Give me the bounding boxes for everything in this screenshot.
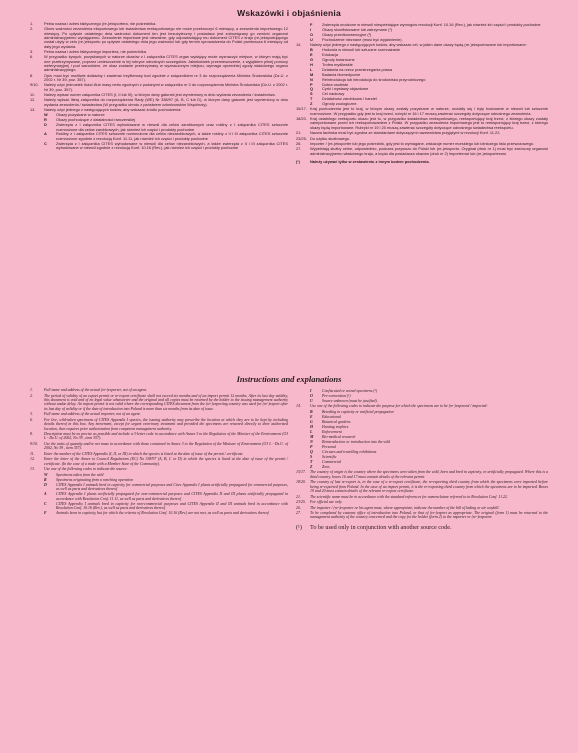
item-text: For official use only. — [310, 500, 343, 505]
code-text: Breeding in captivity or artificial propagation — [322, 409, 394, 414]
item-text: Należy użyć jednego z następujących kodów, aby wskazać źródło pochodzenia: — [44, 107, 182, 113]
code-letter: T — [310, 459, 313, 464]
instruction-item — [30, 27, 288, 48]
source-code — [44, 492, 288, 501]
item-text: Należy wpisać numer załącznika CITES (I, II lub III), w którym dany gatunek jest wymieniony w dniu wydania zezwolenia / świadectwa. — [44, 92, 276, 98]
code-letter: S — [310, 454, 313, 459]
source-code — [44, 132, 288, 141]
source-code — [44, 502, 288, 511]
code-letter: W — [44, 112, 48, 118]
code-letter: N — [310, 439, 313, 444]
purpose-code — [310, 430, 548, 434]
code-text: Scientific — [322, 454, 337, 459]
instruction-item — [30, 412, 288, 416]
polish-right-column — [296, 22, 548, 164]
item-number: 9/10. — [30, 441, 38, 446]
item-number: 6. — [30, 54, 34, 60]
code-text: Cel naukowy — [322, 91, 345, 97]
item-number: 13. — [30, 467, 35, 472]
english-left-column — [30, 388, 288, 516]
code-text: Zwierzęta z I załącznika CITES wyhodowane w niewoli dla celów zarobkowych oraz rośliny z I załącznika CITES sztucznie rozmnożone dla celów zarobkowych, jak również ich części i produkty pochodne — [56, 122, 288, 132]
instruction-item — [296, 500, 548, 504]
item-number: 2. — [30, 26, 34, 32]
instruction-item — [30, 452, 288, 456]
instruction-item — [30, 418, 288, 431]
code-text: Badania biomedyczne — [322, 71, 361, 77]
code-letter: G — [310, 419, 313, 424]
item-number: 8. — [30, 72, 34, 78]
item-number: 23/25. — [296, 135, 307, 141]
instruction-item — [30, 457, 288, 466]
source-code-list — [310, 23, 548, 42]
code-letter: F — [44, 510, 47, 515]
code-text: Edukacja — [322, 52, 339, 58]
item-number: 11. — [30, 92, 36, 98]
code-letter: P — [310, 444, 313, 449]
instruction-item — [30, 74, 288, 83]
instruction-item — [296, 131, 548, 135]
footnote — [296, 160, 548, 164]
code-letter: C — [44, 501, 47, 506]
code-text: Działania na rzecz przestrzegania prawa — [322, 66, 393, 72]
code-letter: R — [44, 477, 47, 482]
item-number: 1. — [30, 21, 34, 26]
source-code — [44, 142, 288, 151]
source-code-list — [44, 113, 288, 150]
instruction-item — [296, 107, 548, 116]
code-letter: G — [310, 57, 314, 63]
code-text: Cyrki i wystawy objazdowe — [322, 86, 369, 92]
item-number: 9/10. — [30, 82, 39, 88]
item-text: Okres ważności zezwolenia eksportowego lub świadectwa reeksportowego nie może przekroczyć 6 miesięcy, a zezwolenia importowego 12 miesięcy. Po upływie ostatniego dnia ważności dokument ten jest bezużyteczny i posiadacz jest zobowiązany go zwrócić organowi administracyjnemu wydającemu. Zezwolenie importowe jest nieważne, gdy odpowiadający mu dokument CITES z kraju (re-)eksportującego został użyty w celu (re-)eksportu po upływie ostatniego dnia jego ważności lub gdy termin sprowadzenia do Polski przekracza 6 miesięcy od daty jego wydania. — [44, 26, 288, 49]
footnote-mark: (¹) — [296, 158, 300, 164]
code-letter: T — [310, 96, 313, 102]
instruction-item — [296, 470, 548, 479]
item-number: 8. — [30, 432, 33, 437]
item-text: Enter the letter of the Annex to Council Regulations (EC) No 338/97 (A, B, C or D) in which the species is listed at the date of issue of the permit / certificate. (In the case of a trade with a Member State of the Community). — [44, 457, 288, 466]
english-title: Instructions and explanations — [236, 374, 342, 384]
code-letter: A — [44, 131, 47, 137]
purpose-code — [310, 420, 548, 424]
item-number: 14. — [296, 41, 302, 47]
item-number: 15/17. — [296, 106, 307, 112]
footnote-text: Należy używać tylko w zestawieniu z innym kodem pochodzenia. — [310, 158, 430, 164]
polish-title: Wskazówki i objaśnienia — [237, 8, 341, 18]
item-text: The country of origin is the country where the specimens were taken from the wild, born and bred in captivity, or artificially propagated. Where this is a third country, boxes 16 and 17 must contain details of the relevant permit. — [310, 470, 548, 479]
code-letter: I — [310, 389, 312, 393]
item-text: Do użytku służbowego. — [310, 135, 351, 141]
code-text: Specimens taken from the wild — [56, 472, 104, 477]
purpose-code — [310, 410, 548, 414]
source-code — [44, 483, 288, 492]
code-text: Specimens originating from a ranching operation — [56, 477, 134, 482]
code-letter: S — [310, 91, 313, 97]
item-number: 6. — [30, 417, 33, 422]
footnote-text: To be used only in conjunction with another source code. — [310, 523, 452, 531]
code-text: Trofea myśliwskie — [322, 62, 353, 68]
code-text: CITES Appendix I animals bred in captivity for commercial purposes and Cites Appendix I plants artificially propagated for commercial purposes, as well as parts and derivatives thereof — [56, 482, 288, 492]
code-text: Botanical gardens — [322, 419, 351, 424]
code-letter: M — [310, 434, 314, 439]
instruction-item — [30, 388, 288, 392]
instruction-item — [296, 117, 548, 130]
instruction-item — [30, 394, 288, 412]
source-code — [44, 511, 288, 515]
code-letter: W — [44, 472, 48, 477]
code-text: Enforcement — [322, 429, 342, 434]
item-number: 3. — [30, 412, 33, 417]
item-text: Należy wpisać literę załącznika do rozporządzenia Rady (WE) Nr 338/97 (A, B, C lub D), w którym dany gatunek jest wymieniony w dniu wydania zezwolenia / świadectwa (W przypadku obrotu z państwem członkowskim Wspólnoty). — [44, 97, 288, 107]
code-text: Reintrodukcja lub introdukcja do środowiska przyrodniczego — [322, 76, 426, 82]
code-text: Zoos — [322, 464, 330, 469]
item-text: For live, wild-taken specimens of CITES Appendix I species, the issuing authority may prescribe the location at which they are to be kept by including details thereof in this box. Any movement, except for urgent veterinary treatment and provided the specimens are returned directly to their authorized location, then requires prior authorization from competent management authority. — [44, 417, 288, 431]
code-text: Hunting trophies — [322, 424, 349, 429]
item-text: The scientific name must be in accordance with the standard references for nomenclature referred to in Resolution Conf. 11.22. — [310, 494, 508, 499]
item-number: 12. — [30, 97, 36, 103]
purpose-code — [310, 445, 548, 449]
item-number: 3. — [30, 48, 34, 54]
source-code — [310, 389, 548, 393]
code-text: Pochodzenie nieznane (musi być wyjaśnienie). — [322, 36, 403, 42]
source-code-list — [310, 389, 548, 403]
code-letter: H — [310, 424, 314, 429]
code-letter: E — [310, 52, 313, 58]
item-text: Należy użyć jednego z następujących kodów, aby wskazać cel, w jakim dane okazy będą (re-)eksportowane lub importowane: — [310, 41, 527, 47]
code-letter: B — [310, 47, 313, 53]
item-number: 27. — [296, 146, 302, 152]
item-number: 14. — [296, 404, 301, 409]
code-text: CITES Appendix I plants artificially propagated for non-commercial purposes and CITES Appendix II and III plants artificially propagated in accordance with Resolution Conf. 11.11, as well as parts and derivatives thereof — [56, 492, 288, 501]
instruction-item — [296, 495, 548, 499]
item-number: 23/25. — [296, 500, 306, 505]
code-letter: M — [310, 71, 314, 77]
footnote — [296, 524, 548, 532]
code-text: Dobra osobiste — [322, 81, 349, 87]
code-text: Działalność zarobkowa / handel — [322, 96, 377, 102]
instruction-item — [296, 480, 548, 493]
code-letter: Z — [310, 464, 313, 469]
code-text: Rośliny z I załącznika CITES sztucznie rozmnożone dla celów niezarobkowych, a także rośliny z II i III załącznika CITES sztucznie rozmnożone zgodnie z rezolucją Konf. 11.11, jak również ich części i produkty pochodne — [56, 131, 288, 141]
item-number: 27. — [296, 511, 301, 516]
instruction-item — [30, 467, 288, 471]
source-code-list — [44, 473, 288, 516]
code-letter: O — [310, 394, 313, 398]
code-letter: N — [310, 76, 313, 82]
code-letter: B — [310, 409, 313, 414]
item-text: Kraj ostatniego reeksportu okazu jest to, w przypadku świadectwa reeksportowego, reeksportujący kraj trzeci, z którego okazy zostały zaimportowane przed ich reeksportowaniem z Polski. W przypadku zezwolenia importowego jest to reeksportujący kraj trzeci, z którego okazy będą importowane. Rubryki nr 19 i 20 muszą zawierać szczegóły dotyczące odnośnego świadectwa reeksportu. — [310, 116, 548, 130]
item-text: Full name and address of the actual importer, not of an agent. — [44, 412, 141, 417]
code-text: Pre-convention (¹) — [322, 394, 351, 398]
item-text: Należy użyć jednostek ilości i/lub masy netto zgodnych z podanymi w załączniku nr 3 do rozporządzenia Ministra Środowiska (Dz.U. z 2002 r. Nr 39, poz. 357). — [44, 82, 288, 92]
code-letter: Q — [310, 86, 314, 92]
item-number: 21. — [296, 130, 302, 136]
purpose-code — [310, 48, 548, 52]
code-text: Okazy skonfiskowane lub zatrzymane (¹) — [322, 26, 393, 32]
code-text: Personal — [322, 444, 337, 449]
code-text: Hodowla w niewoli lub sztuczne rozmnażanie — [322, 47, 401, 53]
item-text: To be completed by customs office of introduction into Poland, or that of (re-)export as appropriate. The original (form 1) must be returned to the management authority of the country concerned and the copy for the holder (form 2) to the importer or (re-)exporter. — [310, 511, 548, 520]
item-text: Nazwa łacińska musi być zgodna ze standardami dotyczącymi nazewnictwa przyjętymi w rezolucji Konf. 11.22. — [310, 130, 501, 136]
purpose-code — [310, 87, 548, 91]
code-text: Bio-medical research — [322, 434, 356, 439]
purpose-code-list — [310, 48, 548, 106]
purpose-code — [310, 435, 548, 439]
item-text: The period of validity of an export permit or re-export certificate shall not exceed six months and of an import permit 12 months. After its last day validity, this document is void and of no legal value whatsoever and the original and all copies must be returned by the holder to the issuing management authority without undue delay. An import permit is not valid where the corresponding CITES document from the (re-)exporting country was used for (re-)export after its last day of validity or if the date of introduction into Poland is more than six months from its date of issue. — [44, 393, 288, 411]
code-text: Okazy pochodzące z działalności ranczerskiej — [56, 117, 136, 123]
code-letter: U — [310, 399, 313, 403]
item-number: 21. — [296, 494, 301, 499]
code-text: Zwierzęta urodzone w niewoli niespełniające wymogów rezolucji Konf. 10.16 (Rev.), jak również ich części i produkty pochodne — [322, 22, 541, 27]
polish-left-column — [30, 22, 288, 151]
code-letter: H — [310, 62, 313, 68]
source-code — [310, 394, 548, 398]
purpose-code-list — [310, 410, 548, 469]
code-text: Okazy pozyskane w naturze — [56, 112, 105, 118]
item-number: 15/17. — [296, 470, 306, 475]
instruction-item — [296, 404, 548, 408]
instruction-item — [30, 98, 288, 107]
code-letter: C — [44, 140, 47, 146]
code-text: Okazy przedkonwencyjne (¹) — [322, 31, 372, 37]
item-number: 12. — [30, 457, 35, 462]
purpose-code — [310, 465, 548, 469]
code-text: Reintroduction or introduction into the wild — [322, 439, 391, 444]
item-text: Full name and address of the actual (re-)exporter, not of an agent. — [44, 388, 148, 392]
code-text: Zwierzęta z I załącznika CITES wyhodowane w niewoli dla celów niezarobkowych, a także zwierzęta z II i III załącznika CITES wyhodowane w niewoli zgodnie z rezolucją Konf. 10.16 (Rev.), jak również ich części i produkty pochodne — [56, 140, 288, 150]
code-letter: P — [310, 81, 313, 87]
code-letter: L — [310, 429, 313, 434]
purpose-code — [310, 455, 548, 459]
item-text: Use one of the following codes to indicate the source: — [44, 467, 128, 472]
code-letter: D — [44, 122, 47, 128]
item-text: Wypełniają służby celne, odpowiednio, podczas przywozu do Polski lub (re-)eksportu. Oryginał (druk nr 1) musi być zwrócony organowi administracyjnemu właściwego kraju, a kopia dla posiadacza okazów (druk nr 2) importerowi lub (re-)eksporterowi. — [310, 146, 548, 156]
code-letter: L — [310, 66, 313, 72]
code-letter: D — [44, 482, 47, 487]
item-text: Kraj pochodzenia jest to kraj, w którym okazy zostały pozyskane w naturze, urodziły się i były hodowane w niewoli lub sztucznie rozmnożone. W przypadku gdy jest to kraj trzeci, rubryki nr 16 i 17 muszą zawierać szczegóły dotyczące odnośnego zezwolenia. — [310, 106, 548, 116]
instruction-item — [30, 432, 288, 441]
instruction-item — [296, 511, 548, 520]
purpose-code — [310, 440, 548, 444]
item-text: Opis musi być możliwie dokładny i zawierać trzyliterowy kod zgodnie z załącznikiem nr 3 do rozporządzenia Ministra Środowiska (Dz.U. z 2002 r. Nr 39, poz. 357). — [44, 72, 288, 82]
item-number: 18/20. — [296, 116, 307, 122]
code-text: Commercial — [322, 459, 342, 464]
code-text: CITES Appendix I animals bred in captivity for non-commercial purposes and CITES Appendix II and III animals bred in accordance with Resolution Conf. 10.16 (Rev.), as well as parts and derivatives thereof — [56, 501, 288, 510]
code-letter: Z — [310, 101, 313, 107]
instruction-item — [30, 442, 288, 451]
item-text: Description must be as precise as possible and include a 3-letter code in accordance with Annex 3 to the Regulation of the Minister of the Environment (OJ L - Dz.U. of 2002, No 39 , item 357). — [44, 432, 288, 441]
purpose-code — [310, 415, 548, 419]
item-number: 2. — [30, 393, 33, 398]
code-text: Source unknown (must be justified). — [322, 399, 378, 403]
item-number: 13. — [30, 107, 36, 113]
item-text: Pełna nazwa i adres faktycznego (re-)eksportera, nie pośrednika. — [44, 21, 157, 26]
source-code — [44, 473, 288, 477]
item-text: Enter the number of the CITES Appendix (I, II, or III) in which the species is listed at the date of issue of the permit / certificate. — [44, 451, 244, 456]
code-letter: R — [44, 117, 47, 123]
purpose-code — [310, 425, 548, 429]
item-text: Importer / (re-)eksporter lub jego pośrednik, gdy jest to wymagane, wskazuje numer morskiego lub lotniczego listu przewozowego. — [310, 140, 535, 146]
code-text: Animals born in captivity, but for which the criteria of Resolution Conf. 10.16 (Rev.) are not met, as well as parts and derivatives thereof — [56, 510, 269, 515]
code-text: Educational — [322, 414, 342, 419]
purpose-code — [310, 450, 548, 454]
item-text: The country of last re-export is, in the case of a re-export certificate, the re-exporting third country from which the specimens were imported before being re-exported from Poland. In the case of an import permit, it is the re-exporting third country from which the specimens are to be imported. Boxes 19 and 20 must contain details of the relevant re-export certificate. — [310, 480, 548, 494]
source-code — [310, 399, 548, 403]
item-number: 11. — [30, 451, 35, 456]
footnote-mark: (¹) — [296, 523, 302, 531]
code-letter: E — [310, 414, 313, 419]
code-text: Ogrody botaniczne — [322, 57, 355, 63]
item-number: 26. — [296, 505, 301, 510]
code-letter: F — [310, 22, 313, 27]
item-number: 18/20. — [296, 480, 306, 485]
item-text: W przypadku żywych, pozyskanych w naturze okazów z I załącznika CITES organ wydający może wyznaczyć miejsce, w którym mają być one przetrzymywane, poprzez umieszczenie w tej rubryce odnośnych szczegółów. Jakiekolwiek przemieszczenie, z wyjątkiem pilnej pomocy weterynaryjnej i pod warunkiem, że okaz zostanie przetrzymany w wyznaczonym miejscu, wymaga uprzedniej zgody właściwego organu administracyjnego. — [44, 54, 288, 73]
english-right-column — [296, 388, 548, 532]
item-number: 26. — [296, 140, 302, 146]
code-letter: U — [310, 36, 313, 42]
code-letter: I — [310, 26, 312, 32]
code-letter: Q — [310, 449, 313, 454]
code-text: Ogrody zoologiczne. — [322, 101, 358, 107]
instruction-item — [296, 147, 548, 156]
item-text: Use one of the following codes to indicate the purpose for which the specimens are to be (re-)exported / imported: — [310, 404, 488, 409]
item-number: 1. — [30, 388, 33, 392]
code-text: Circuses and travelling exhibitions — [322, 449, 377, 454]
instruction-item — [30, 83, 288, 92]
instruction-item — [30, 55, 288, 72]
item-text: Use the units of quantity and/or net mass in accordance with those contained in Annex 3 to the Regulation of the Minister of Environment (OJ L - Dz.U. of 2002, No 39 , item 357). — [44, 441, 288, 451]
code-letter: O — [310, 31, 314, 37]
instruction-item — [296, 506, 548, 510]
code-letter: A — [44, 492, 47, 497]
purpose-code — [310, 460, 548, 464]
item-text: Pełna nazwa i adres faktycznego importera, nie pośrednika. — [44, 48, 147, 54]
code-text: Confiscated or seized specimens (¹) — [322, 389, 378, 393]
item-text: The importer / (re-)exporter or his agent must, where appropriate, indicate the number of the bill of lading or air waybill. — [310, 505, 500, 510]
source-code — [44, 478, 288, 482]
